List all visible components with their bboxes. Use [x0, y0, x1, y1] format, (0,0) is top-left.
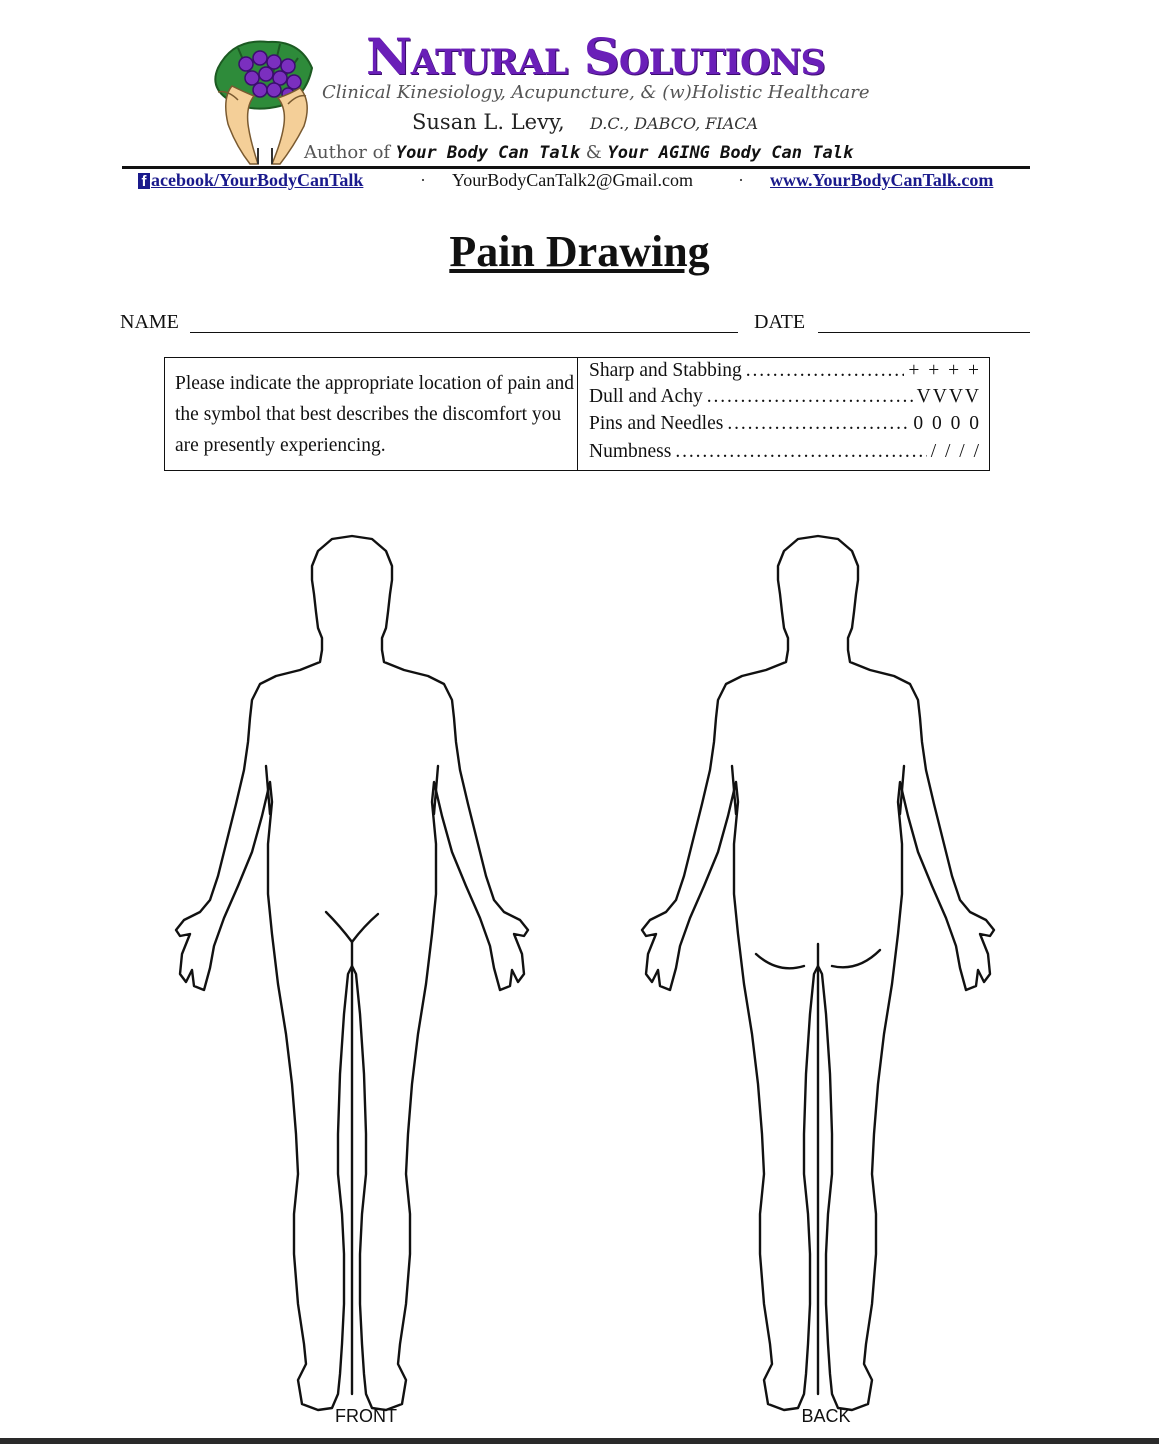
front-body-outline[interactable] [176, 536, 528, 1410]
front-groin-line [326, 912, 378, 942]
legend-label: Dull and Achy [589, 386, 703, 407]
date-label: DATE [754, 311, 806, 333]
back-body-outline[interactable] [642, 536, 994, 1410]
legend-row-dull [589, 386, 981, 412]
instructions-table [164, 357, 990, 471]
leader-dots [675, 441, 926, 467]
leader-dots [707, 386, 913, 412]
back-label: BACK [801, 1406, 851, 1426]
legend-symbol: + + + + [908, 360, 981, 381]
legend-row-pins [589, 413, 981, 439]
header-divider [122, 166, 1030, 169]
leader-dots [746, 360, 905, 386]
bottom-edge-bar [0, 1438, 1159, 1444]
website-link[interactable]: www.YourBodyCanTalk.com [770, 170, 994, 190]
books-ampersand: & [585, 142, 602, 163]
leader-dots [727, 413, 909, 439]
legend-label: Pins and Needles [589, 413, 724, 434]
instructions-cell [165, 358, 578, 470]
tagline: Clinical Kinesiology, Acupuncture, & (w)Holistic Healthcare [322, 82, 870, 103]
legend-label: Numbness [589, 441, 672, 462]
page-title: Pain Drawing [449, 227, 710, 276]
separator-dot: · [420, 170, 426, 190]
books-prefix: Author of [304, 142, 391, 163]
legend-symbol: / / / / [930, 441, 981, 462]
legend-row-numbness [589, 441, 981, 467]
contact-row [138, 170, 1018, 194]
books-line [304, 142, 853, 163]
facebook-link-text: acebook/YourBodyCanTalk [151, 170, 364, 190]
author-credentials: D.C., DABCO, FIACA [590, 114, 759, 133]
legend-symbol: 0 0 0 0 [913, 413, 981, 434]
facebook-link[interactable] [138, 170, 363, 191]
book-title-2: Your AGING Body Can Talk [607, 143, 854, 163]
author-name: Susan L. Levy, [412, 110, 565, 134]
back-right-gluteal-line [832, 950, 880, 967]
brand-wordmark: Natural Solutions [366, 27, 825, 86]
book-title-1: Your Body Can Talk [395, 143, 581, 163]
email-address[interactable]: YourBodyCanTalk2@Gmail.com [452, 170, 693, 190]
date-field[interactable] [818, 332, 1030, 333]
name-field[interactable] [190, 332, 738, 333]
body-outline-diagram[interactable] [0, 490, 1159, 1444]
front-label: FRONT [335, 1406, 397, 1426]
back-armpit-lines [732, 766, 904, 814]
legend-symbol: VVVV [916, 386, 981, 407]
front-armpit-lines [266, 766, 438, 814]
name-label: NAME [120, 311, 179, 333]
facebook-icon: f [138, 173, 150, 189]
legend-row-sharp [589, 360, 981, 386]
legend-label: Sharp and Stabbing [589, 360, 742, 381]
separator-dot: · [738, 170, 744, 190]
instructions-text: Please indicate the appropriate location of pain and the symbol that best describes the discomfort you are presently experiencing. [175, 373, 575, 456]
back-left-gluteal-line [756, 954, 804, 968]
